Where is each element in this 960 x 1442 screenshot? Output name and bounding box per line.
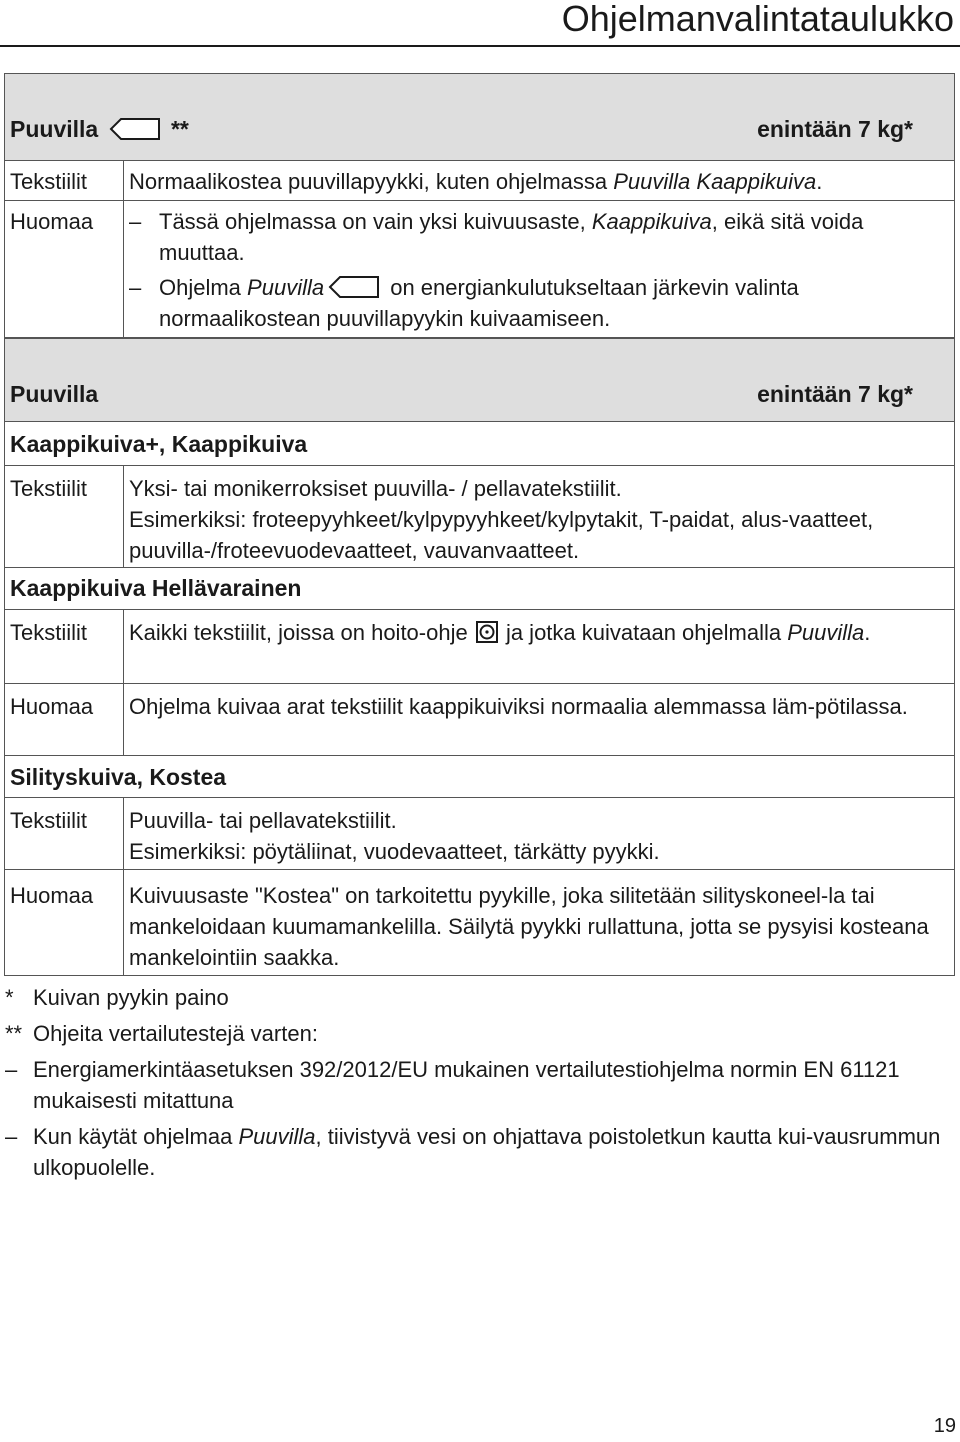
- row-label: Tekstiilit: [10, 169, 88, 194]
- row-textiles: [5, 465, 954, 568]
- row-text: Kaikki tekstiilit, joissa on hoito-ohje ja jotka kuivataan ohjelmalla Puuvilla.: [129, 620, 871, 645]
- row-note: [5, 869, 954, 976]
- row-note: [5, 683, 954, 756]
- row-label: Tekstiilit: [10, 476, 88, 501]
- subsection-title: Kaappikuiva Hellävarainen: [5, 567, 954, 610]
- row-text: Puuvilla- tai pellavatekstiilit. Esimerkiksi: pöytäliinat, vuodevaatteet, tärkätty pyykki.: [129, 808, 660, 864]
- row-text: Normaalikostea puuvillapyykki, kuten ohjelmassa Puuvilla Kaappikuiva.: [129, 169, 823, 194]
- subsection-title: Silityskuiva, Kostea: [5, 755, 954, 798]
- drum-eco-icon: [328, 276, 380, 298]
- drum-eco-icon: [109, 118, 161, 140]
- program-name: Puuvilla: [10, 381, 99, 407]
- row-textiles: [5, 160, 954, 201]
- row-label: Huomaa: [10, 883, 94, 908]
- note-list: [129, 206, 944, 334]
- dash-marker: –: [129, 209, 142, 234]
- page-title: Ohjelmanvalintataulukko: [561, 0, 954, 39]
- row-label: Tekstiilit: [10, 808, 88, 833]
- page-number: 19: [933, 1415, 956, 1437]
- row-text: Ohjelma kuivaa arat tekstiilit kaappikuiviksi normaalia alemmassa läm-pötilassa.: [129, 694, 908, 719]
- row-label: Huomaa: [10, 694, 94, 719]
- footnote-item: – Energiamerkintäasetuksen 392/2012/EU mukainen vertailutestiohjelma normin EN 61121 mukaisesti mitattuna: [5, 1057, 900, 1113]
- program-marks: **: [170, 116, 189, 142]
- footnotes: [5, 980, 955, 1183]
- footnote-weight: * Kuivan pyykin paino: [5, 985, 229, 1010]
- care-symbol-gentle-icon: [476, 621, 498, 643]
- row-text: Kuivuusaste "Kostea" on tarkoitettu pyykille, joka silitetään silityskoneel-la tai mankeloidaan kuumamankelilla. Säilytä pyykki rullattuna, jotta se pysyisi kosteana mankelointiin saakka.: [129, 883, 929, 970]
- subsection-title: Kaappikuiva+, Kaappikuiva: [5, 421, 954, 466]
- section-header: [5, 74, 954, 160]
- title-rule: [0, 45, 960, 47]
- footnote-comparison: ** Ohjeita vertailutestejä varten:: [5, 1021, 318, 1046]
- row-textiles: [5, 797, 954, 870]
- program-name: Puuvilla: [10, 116, 99, 142]
- row-textiles: [5, 609, 954, 684]
- footnote-item: – Kun käytät ohjelmaa Puuvilla, tiivistyvä vesi on ohjattava poistoletkun kautta kui-vausrummun ulkopuolelle.: [5, 1124, 941, 1180]
- section-header: [5, 339, 954, 421]
- note-item: – Tässä ohjelmassa on vain yksi kuivuusaste, Kaappikuiva, eikä sitä voida muuttaa.: [129, 206, 944, 268]
- program-capacity: enintään 7 kg*: [757, 381, 913, 407]
- note-item: – Ohjelma Puuvilla on energiankulutukseltaan järkevin valinta normaalikostean puuvillapyykin kuivaamiseen.: [129, 272, 944, 334]
- row-text: Yksi- tai monikerroksiset puuvilla- / pellavatekstiilit. Esimerkiksi: froteepyyhkeet/kylpypyyhkeet/kylpytakit, T-paidat, alus-vaatteet, puuvilla-/froteevuodevaatteet, vauvanvaatteet.: [129, 476, 874, 563]
- dash-marker: –: [129, 275, 142, 300]
- row-label: Huomaa: [10, 209, 94, 234]
- row-label: Tekstiilit: [10, 620, 88, 645]
- section-puuvilla-eco: [4, 73, 955, 338]
- row-note: [5, 200, 954, 339]
- section-puuvilla: [4, 338, 955, 976]
- program-capacity: enintään 7 kg*: [757, 116, 913, 142]
